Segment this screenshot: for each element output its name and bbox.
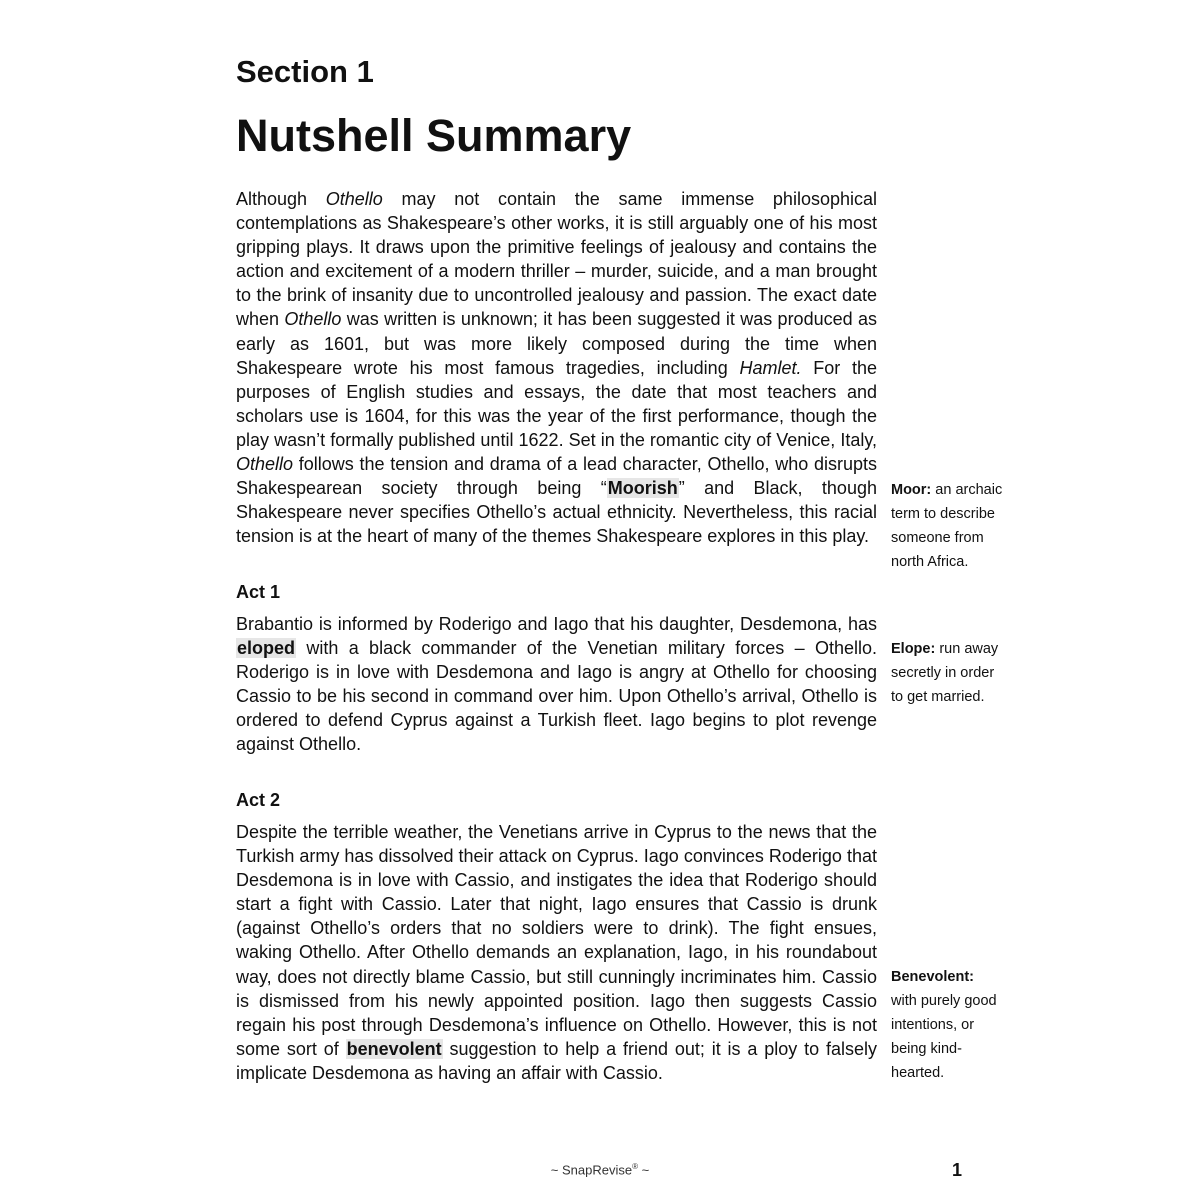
page-title: Nutshell Summary <box>236 110 632 161</box>
glossary-benevolent: Benevolent: with purely good intentions, or being kind-hearted. <box>891 969 997 1082</box>
act-1-heading: Act 1 <box>236 582 281 602</box>
act-2-heading: Act 2 <box>236 790 281 810</box>
footer-brand: ~ SnapRevise® ~ <box>550 1162 650 1178</box>
keyword-moorish: Moorish <box>607 478 678 499</box>
glossary-elope: Elope: run away secretly in order to get married. <box>891 641 999 706</box>
act-1-paragraph: Brabantio is informed by Roderigo and Iago that his daughter, Desdemona, has eloped with a black commander of the Venetian military forces – Othello. Roderigo is in love with Desdemona and Iago is angry at Othello for choosing Cassio to be his second in command over him. Upon Othello’s arrival, Othello is ordered to defend Cyprus against a Turkish fleet. Iago begins to plot revenge against Othello. <box>236 614 877 755</box>
page-number: 1 <box>952 1160 963 1180</box>
glossary-moor: Moor: an archaic term to describe someone from north Africa. <box>891 482 1003 571</box>
section-label: Section 1 <box>236 54 374 89</box>
act-2-paragraph: Despite the terrible weather, the Venetians arrive in Cyprus to the news that the Turkish army has dissolved their attack on Cyprus. Iago convinces Roderigo that Desdemona is in love with Cassio, and instigates the idea that Roderigo should start a fight with Cassio. Later that night, Iago ensures that Cassio is drunk (against Othello’s orders that no soldiers were to drink). The fight ensues, waking Othello. After Othello demands an explanation, Iago, in his roundabout way, does not directly blame Cassio, but still cunningly incriminates him. Cassio is dismissed from his newly appointed position. Iago then suggests Cassio regain his post through Desdemona’s influence on Othello. However, this is not some sort of benevolent suggestion to help a friend out; it is a ploy to falsely implicate Desdemona as having an affair with Cassio. <box>236 822 877 1083</box>
intro-paragraph: Although Othello may not contain the same immense philosophical contemplations as Shakespeare’s other works, it is still arguably one of his most gripping plays. It draws upon the primitive feelings of jealousy and contains the action and excitement of a modern thriller – murder, suicide, and a man brought to the brink of insanity due to uncontrolled jealousy and passion. The exact date when Othello was written is unknown; it has been suggested it was produced as early as 1601, but was more likely composed during the time when Shakespeare wrote his most famous tragedies, including Hamlet. For the purposes of English studies and essays, the date that most teachers and scholars use is 1604, for this was the year of the first performance, though the play wasn’t formally published until 1622. Set in the romantic city of Venice, Italy, Othello follows the tension and drama of a lead character, Othello, who disrupts Shakespearean society through being “Moorish” and Black, though Shakespeare never specifies Othello’s actual ethnicity. Nevertheless, this racial tension is at the heart of many of the themes Shakespeare explores in this play. <box>236 189 877 547</box>
keyword-benevolent: benevolent <box>346 1038 442 1059</box>
keyword-eloped: eloped <box>237 638 296 659</box>
